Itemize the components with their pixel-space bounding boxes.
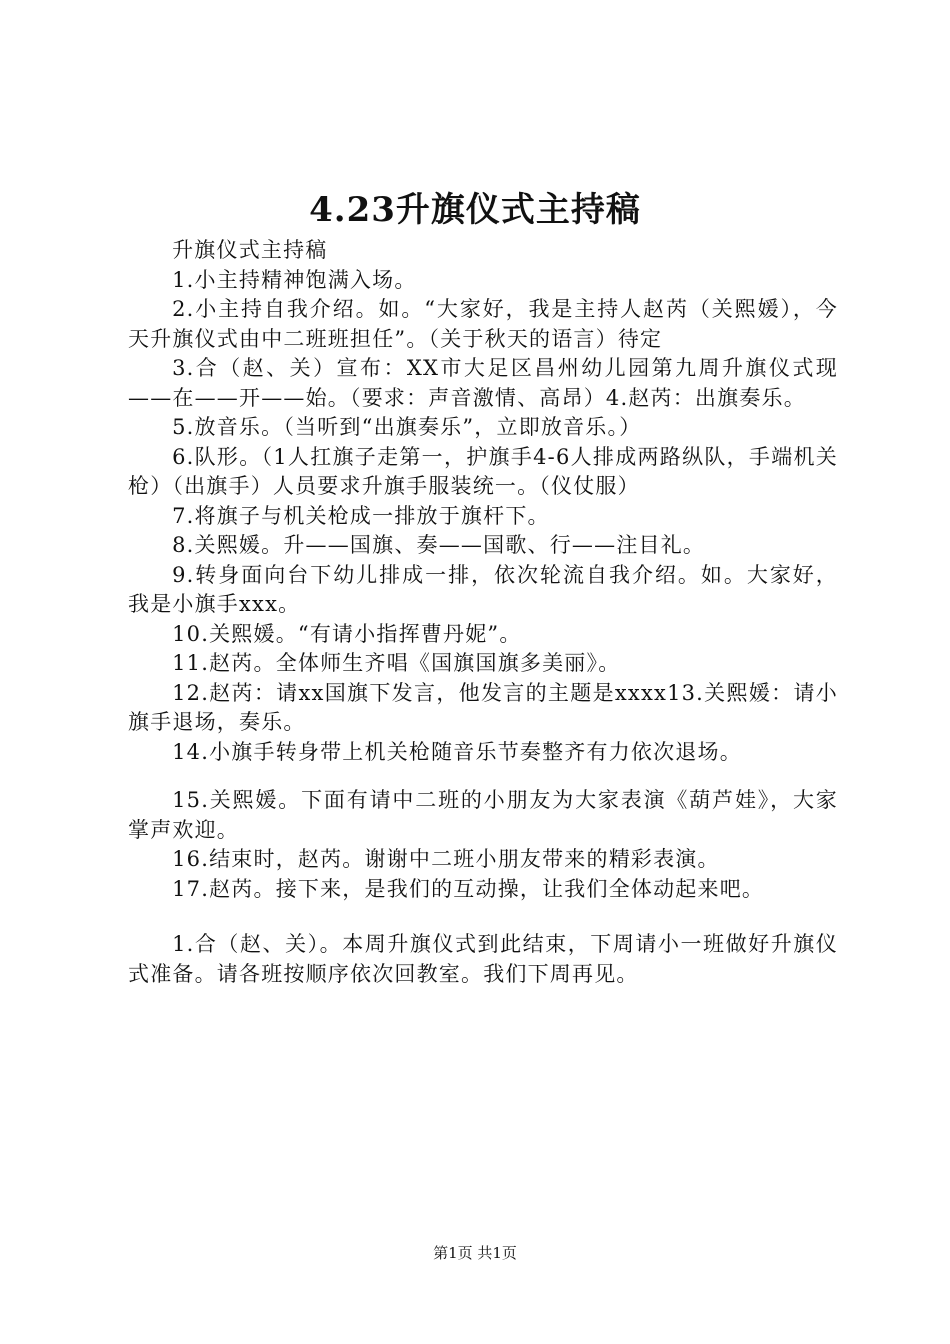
paragraph: 14.小旗手转身带上机关枪随音乐节奏整齐有力依次退场。 <box>172 739 742 764</box>
paragraph: 9.转身面向台下幼儿排成一排，依次轮流自我介绍。如。大家好，我是小旗手xxx。 <box>128 562 838 616</box>
paragraph: 11.赵芮。全体师生齐唱《国旗国旗多美丽》。 <box>172 651 621 675</box>
paragraph: 7.将旗子与机关枪成一排放于旗杆下。 <box>172 503 550 528</box>
document-body <box>128 236 838 989</box>
paragraph: 8.关熙媛。升——国旗、奏——国歌、行——注目礼。 <box>172 533 706 557</box>
paragraph: 1.合（赵、关）。本周升旗仪式到此结束，下周请小一班做好升旗仪式准备。请各班按顺序依次回教室。我们下周再见。 <box>128 932 838 986</box>
paragraph: 3.合（赵、关）宣布：XX市大足区昌州幼儿园第九周升旗仪式现——在——开——始。（要求：声音激情、高昂）4.赵芮：出旗奏乐。 <box>128 356 838 410</box>
paragraph: 1.小主持精神饱满入场。 <box>172 267 417 292</box>
page-footer: 第1页 共1页 <box>433 1244 517 1262</box>
paragraph: 2.小主持自我介绍。如。“大家好，我是主持人赵芮（关熙媛），今天升旗仪式由中二班班担任”。（关于秋天的语言）待定 <box>128 297 838 351</box>
paragraph: 12.赵芮：请xx国旗下发言，他发言的主题是xxxx13.关熙媛：请小旗手退场，奏乐。 <box>128 680 838 734</box>
paragraph: 6.队形。（1人扛旗子走第一，护旗手4-6人排成两路纵队，手端机关枪）（出旗手）人员要求升旗手服装统一。（仪仗服） <box>128 444 838 498</box>
paragraph: 10.关熙媛。“有请小指挥曹丹妮”。 <box>172 621 522 646</box>
document-title: 4.23升旗仪式主持稿 <box>309 190 641 230</box>
paragraph: 16.结束时，赵芮。谢谢中二班小朋友带来的精彩表演。 <box>172 847 720 871</box>
paragraph: 5.放音乐。（当听到“出旗奏乐”，立即放音乐。） <box>172 415 642 439</box>
paragraph: 15.关熙媛。下面有请中二班的小朋友为大家表演《葫芦娃》，大家掌声欢迎。 <box>128 788 838 842</box>
paragraph: 17.赵芮。接下来，是我们的互动操，让我们全体动起来吧。 <box>172 876 765 901</box>
paragraph: 升旗仪式主持稿 <box>172 238 328 262</box>
